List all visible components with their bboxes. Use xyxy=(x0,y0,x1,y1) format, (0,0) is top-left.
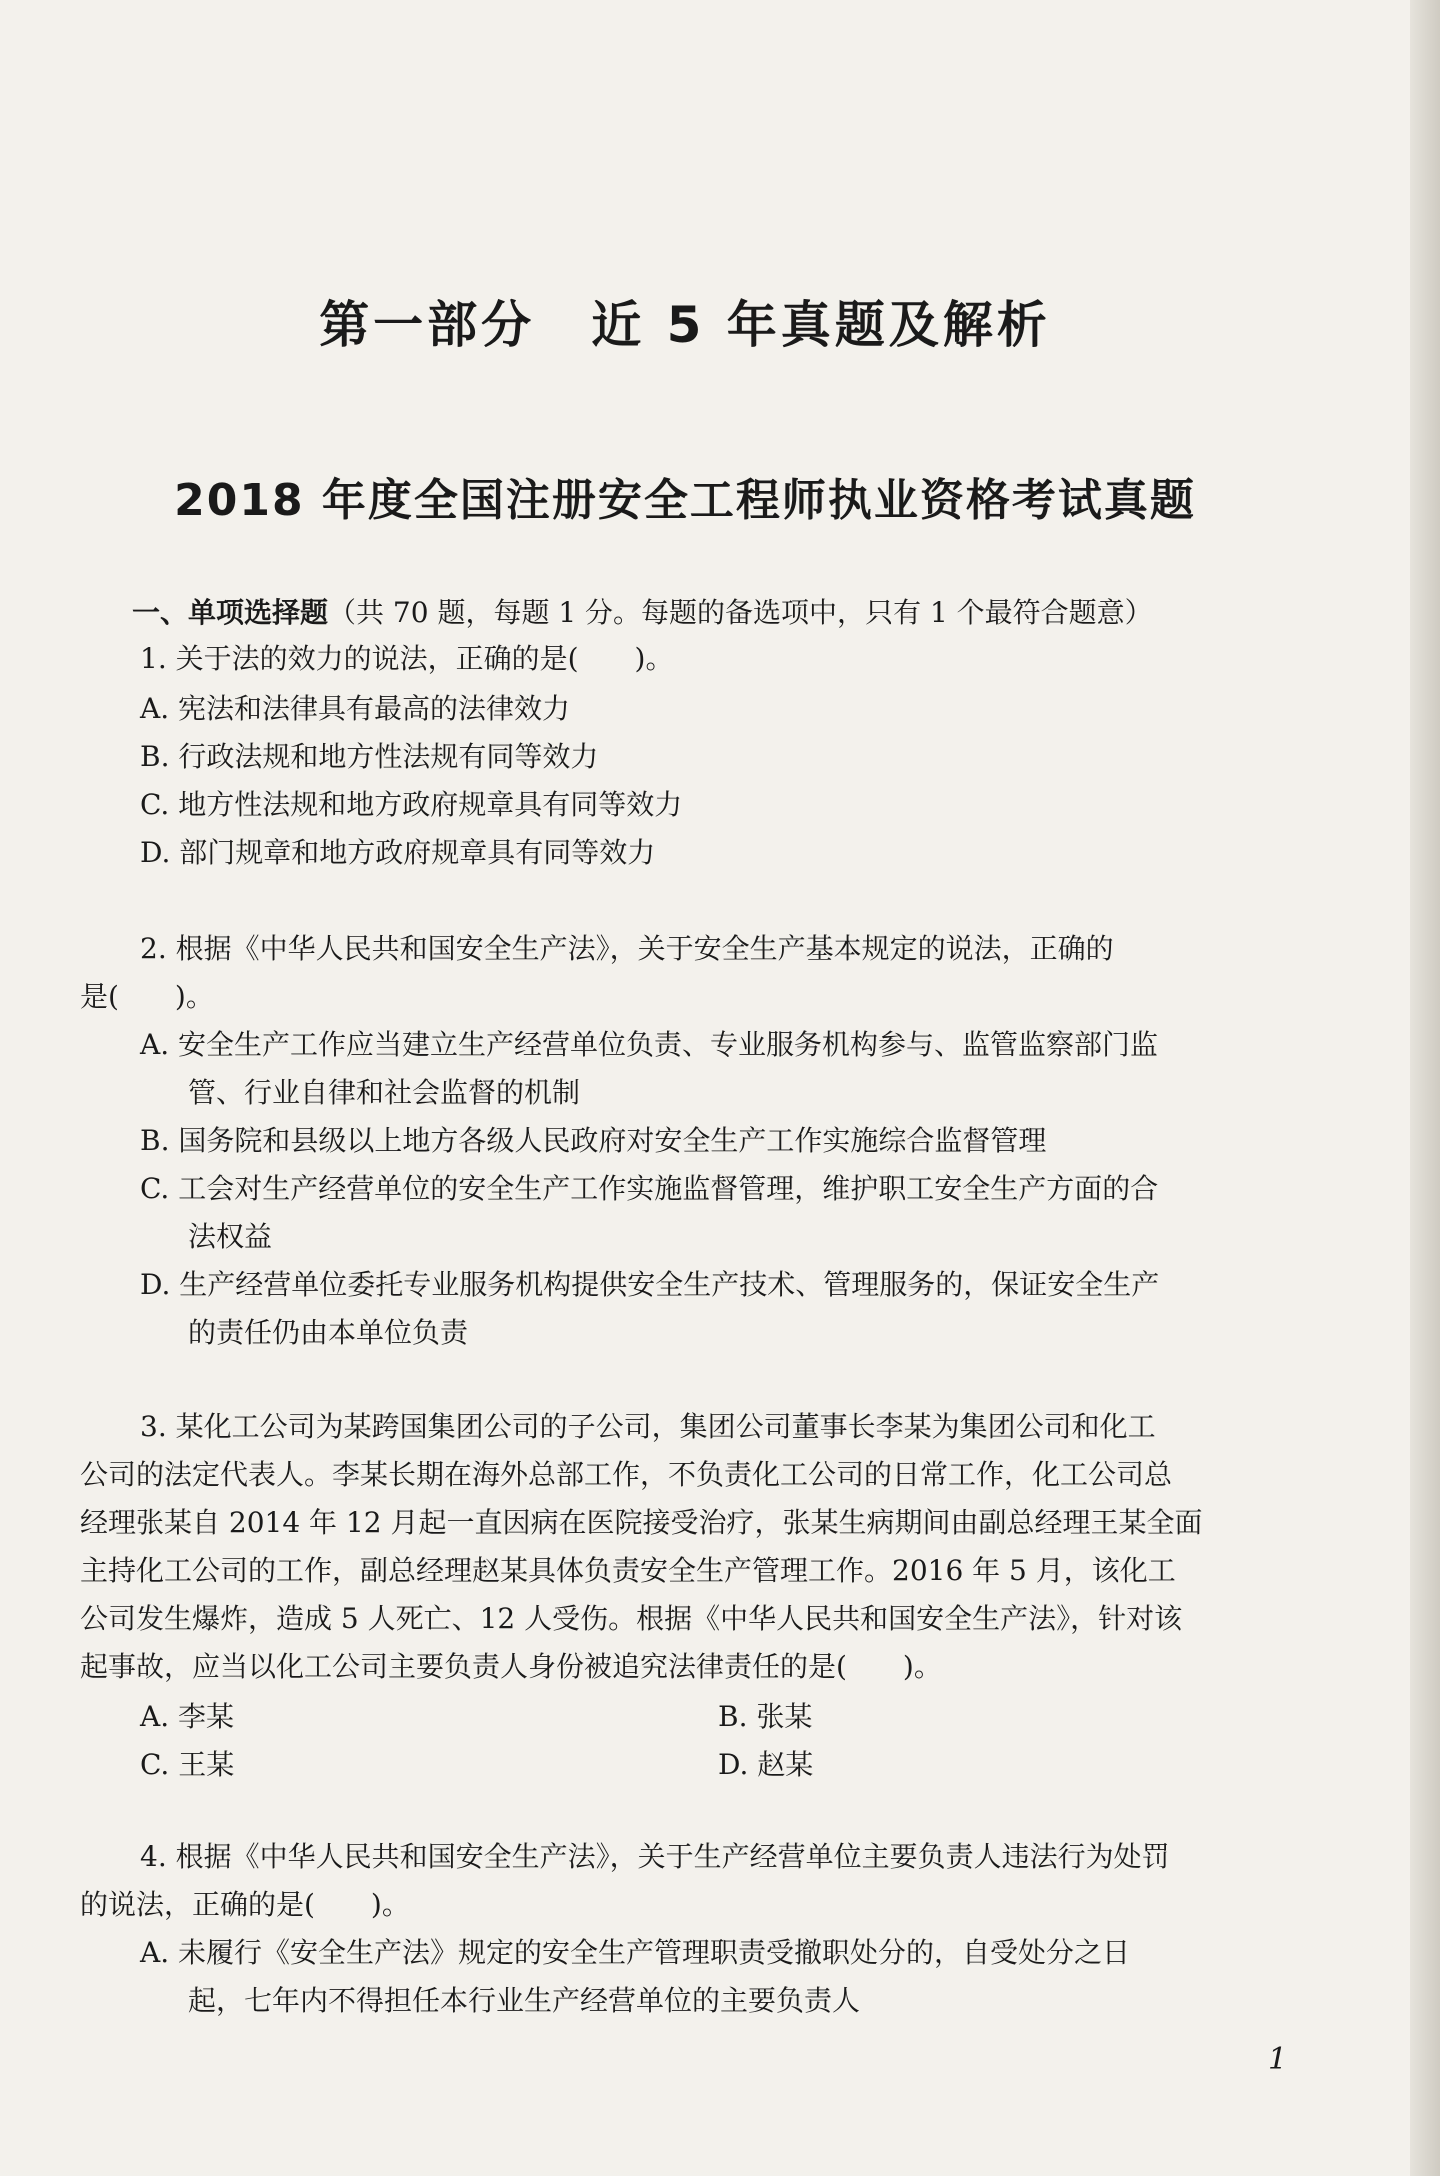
section-heading: 一、单项选择题 xyxy=(132,596,329,629)
question-3-stem-line-1: 3. 某化工公司为某跨国集团公司的子公司，集团公司董事长李某为集团公司和化工 xyxy=(140,1410,1156,1443)
question-1-option-d: D. 部门规章和地方政府规章具有同等效力 xyxy=(140,836,656,869)
question-3-stem-line-4: 主持化工公司的工作，副总经理赵某具体负责安全生产管理工作。2016 年 5 月，该化工 xyxy=(80,1554,1176,1587)
question-2-stem-line-1: 2. 根据《中华人民共和国安全生产法》，关于安全生产基本规定的说法，正确的 xyxy=(140,932,1114,965)
question-4-option-a-line-1: A. 未履行《安全生产法》规定的安全生产管理职责受撤职处分的，自受处分之日 xyxy=(140,1936,1131,1969)
question-3-stem-line-5: 公司发生爆炸，造成 5 人死亡、12 人受伤。根据《中华人民共和国安全生产法》，针对该 xyxy=(80,1602,1183,1635)
question-1-stem: 1. 关于法的效力的说法，正确的是( )。 xyxy=(140,642,674,675)
question-4-stem-line-1: 4. 根据《中华人民共和国安全生产法》，关于生产经营单位主要负责人违法行为处罚 xyxy=(140,1840,1170,1873)
question-2-option-d-line-2: 的责任仍由本单位负责 xyxy=(188,1316,469,1349)
question-2-option-c-line-2: 法权益 xyxy=(188,1220,273,1253)
question-1-option-a: A. 宪法和法律具有最高的法律效力 xyxy=(140,692,571,725)
exam-title: 2018 年度全国注册安全工程师执业资格考试真题 xyxy=(174,475,1196,526)
part-title-label: 第一部分 xyxy=(319,296,536,354)
question-3-stem-line-3: 经理张某自 2014 年 12 月起一直因病在医院接受治疗，张某生病期间由副总经理王某全面 xyxy=(80,1506,1203,1539)
question-1-option-c: C. 地方性法规和地方政府规章具有同等效力 xyxy=(140,788,683,821)
question-2-option-d-line-1: D. 生产经营单位委托专业服务机构提供安全生产技术、管理服务的，保证安全生产 xyxy=(140,1268,1160,1301)
question-2-stem-line-2: 是( )。 xyxy=(80,980,214,1013)
question-2-option-b: B. 国务院和县级以上地方各级人民政府对安全生产工作实施综合监督管理 xyxy=(140,1124,1047,1157)
page-number: 1 xyxy=(1268,2042,1288,2077)
question-1-option-b: B. 行政法规和地方性法规有同等效力 xyxy=(140,740,599,773)
question-3-option-b: B. 张某 xyxy=(718,1700,813,1733)
question-2-option-c-line-1: C. 工会对生产经营单位的安全生产工作实施监督管理，维护职工安全生产方面的合 xyxy=(140,1172,1159,1205)
question-3-option-c: C. 王某 xyxy=(140,1748,235,1781)
page-edge-shadow xyxy=(1410,0,1440,2176)
section-note: （共 70 题，每题 1 分。每题的备选项中，只有 1 个最符合题意） xyxy=(328,596,1153,629)
question-3-stem-line-2: 公司的法定代表人。李某长期在海外总部工作，不负责化工公司的日常工作，化工公司总 xyxy=(80,1458,1173,1491)
question-4-option-a-line-2: 起，七年内不得担任本行业生产经营单位的主要负责人 xyxy=(188,1984,861,2017)
section-heading-line xyxy=(132,594,1153,632)
part-subtitle: 近 5 年真题及解析 xyxy=(591,296,1051,354)
part-title xyxy=(0,285,1370,357)
question-4-stem-line-2: 的说法，正确的是( )。 xyxy=(80,1888,410,1921)
question-3-option-d: D. 赵某 xyxy=(718,1748,814,1781)
question-3-stem-line-6: 起事故，应当以化工公司主要负责人身份被追究法律责任的是( )。 xyxy=(80,1650,942,1683)
question-3-option-a: A. 李某 xyxy=(140,1700,235,1733)
question-2-option-a-line-1: A. 安全生产工作应当建立生产经营单位负责、专业服务机构参与、监管监察部门监 xyxy=(140,1028,1159,1061)
question-2-option-a-line-2: 管、行业自律和社会监督的机制 xyxy=(188,1076,581,1109)
